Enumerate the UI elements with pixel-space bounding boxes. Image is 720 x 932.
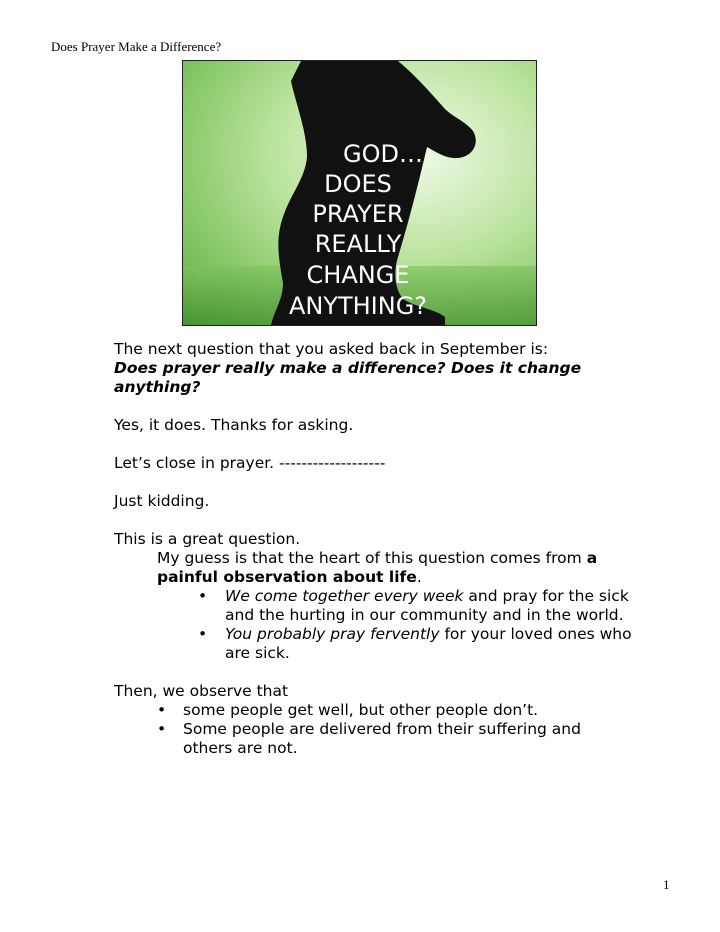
bullet-icon: •: [198, 625, 208, 643]
document-header: Does Prayer Make a Difference?: [51, 39, 222, 54]
guess-line: [157, 549, 634, 587]
bullet-icon: •: [157, 701, 167, 719]
hero-line-1: GOD…: [343, 140, 423, 168]
list-item: [198, 587, 634, 625]
page-number: 1: [663, 877, 670, 892]
hero-line-2: DOES: [324, 170, 392, 198]
bullet-italic: We come together every week: [225, 587, 464, 605]
hero-line-5: CHANGE: [306, 261, 410, 289]
list-item: [198, 625, 634, 663]
question-text: Does prayer really make a difference? Does it change anything?: [114, 359, 582, 396]
bullet-text: for your loved ones who are sick.: [225, 625, 632, 662]
bullet-text: Some people are delivered from their suffering and others are not.: [183, 720, 581, 757]
kidding-paragraph: Just kidding.: [114, 492, 210, 510]
guess-bold: a painful observation about life: [157, 549, 598, 586]
great-question-section: [114, 530, 634, 663]
bullet-icon: •: [198, 587, 208, 605]
bullet-text: and pray for the sick and the hurting in our community and in the world.: [225, 587, 629, 624]
hero-line-4: REALLY: [314, 230, 402, 258]
intro-line: The next question that you asked back in September is:: [114, 340, 549, 358]
guess-prefix: My guess is that the heart of this question comes from: [157, 549, 582, 567]
closing-paragraph: Let’s close in prayer. -------------------: [114, 454, 386, 472]
intro-paragraph: [114, 340, 634, 397]
bullet-icon: •: [157, 720, 167, 738]
document-body: [114, 340, 634, 777]
hero-line-3: PRAYER: [312, 200, 404, 228]
outcome-list: [157, 701, 634, 758]
answer-paragraph: Yes, it does. Thanks for asking.: [114, 416, 354, 434]
list-item: [157, 720, 634, 758]
then-line: Then, we observe that: [114, 682, 289, 700]
great-question-line: This is a great question.: [114, 530, 301, 548]
bullet-text: some people get well, but other people don’t.: [183, 701, 539, 719]
hero-line-6: ANYTHING?: [288, 292, 428, 320]
hero-graphic: [183, 61, 536, 325]
bullet-italic: You probably pray fervently: [225, 625, 440, 643]
list-item: [157, 701, 634, 720]
guess-suffix: .: [416, 568, 422, 586]
then-section: [114, 682, 634, 758]
hero-image: [182, 60, 537, 326]
observation-list: [198, 587, 634, 663]
